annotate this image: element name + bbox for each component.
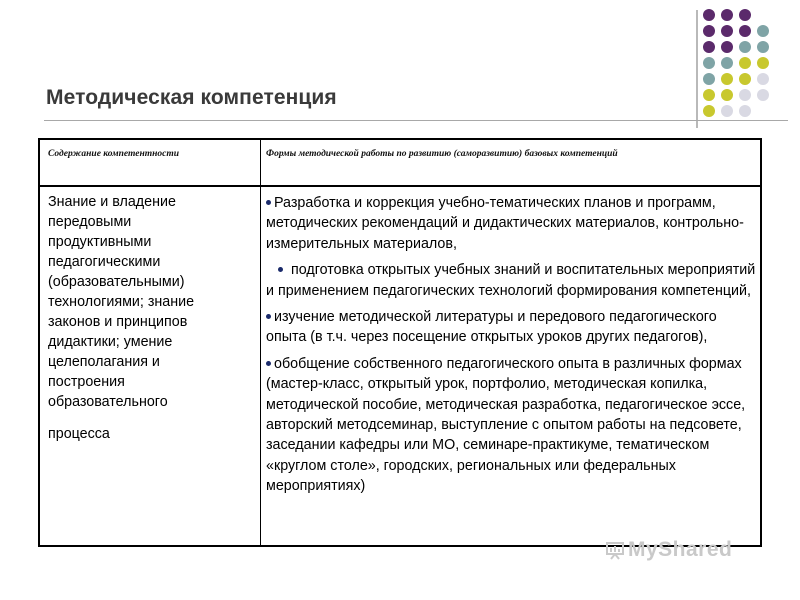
left-line: продуктивными — [48, 234, 152, 250]
list-item-text: обобщение собственного педагогического опыта в различных формах (мастер-класс, открытый урок, портфолио, методическая копилка, методической пособие, методическая разработка, педагогическое эссе, авторский методсеминар, выступление с опытом работы на педсовете, заседании кафедры или МО, семинаре-практикуме, тематическом «круглом столе», городских, региональных или федеральных мероприятиях) — [266, 355, 746, 495]
list-item-text: подготовка открытых учебных знаний и воспитательных мероприятий и применением педагогических технологий формирования компетенций, — [266, 262, 756, 299]
decor-dot — [757, 73, 769, 85]
presentation-screen-icon — [606, 542, 624, 560]
left-line: передовыми — [48, 214, 132, 230]
decor-dot — [703, 89, 715, 101]
list-item — [266, 307, 758, 348]
list-item — [266, 193, 758, 254]
decor-dot — [739, 25, 751, 37]
left-cell-text — [48, 192, 253, 412]
decor-dot — [739, 105, 751, 117]
decor-dot — [757, 89, 769, 101]
left-line: построения — [48, 374, 125, 390]
decor-dot — [721, 25, 733, 37]
decor-dot — [703, 25, 715, 37]
list-item-text: Разработка и коррекция учебно-тематических планов и программ, методических рекомендаций и дидактических материалов, контрольно-измерительных материалов, — [266, 195, 744, 252]
left-line: образовательного — [48, 394, 168, 410]
decor-dot — [757, 57, 769, 69]
watermark — [610, 538, 732, 562]
decor-dot — [739, 9, 751, 21]
decor-dot — [757, 41, 769, 53]
left-line: законов и принципов — [48, 314, 188, 330]
table-header-row — [40, 140, 760, 187]
left-line: технологиями; знание — [48, 294, 195, 310]
list-item-text: изучение методической литературы и передового педагогического опыта (в т.ч. через посещение открытых уроков других педагогов), — [266, 309, 717, 346]
decor-dot — [721, 105, 733, 117]
bullet-icon — [266, 314, 271, 319]
left-line: дидактики; умение — [48, 334, 173, 350]
left-line: (образовательными) — [48, 274, 185, 290]
decor-dot — [739, 57, 751, 69]
decor-dot — [721, 9, 733, 21]
decor-dot — [721, 89, 733, 101]
header-content: Содержание компетентности — [48, 149, 180, 159]
bullet-icon — [266, 200, 271, 205]
left-cell-last-line: процесса — [48, 426, 110, 442]
list-item — [266, 354, 758, 497]
decor-dot — [703, 73, 715, 85]
slide-title: Методическая компетенция — [46, 86, 337, 109]
vertical-rule — [696, 10, 698, 128]
left-line: Знание и владение — [48, 194, 176, 210]
decor-dot — [703, 57, 715, 69]
right-cell-list — [266, 193, 758, 503]
decor-dot — [703, 9, 715, 21]
left-line: педагогическими — [48, 254, 161, 270]
decor-dot — [703, 105, 715, 117]
watermark-text: MyShared — [628, 538, 733, 561]
decor-dot — [721, 57, 733, 69]
horizontal-rule — [44, 120, 788, 121]
decor-dot — [739, 73, 751, 85]
column-divider — [260, 140, 261, 545]
decor-dot — [757, 25, 769, 37]
competence-table — [38, 138, 762, 547]
bullet-icon — [266, 361, 271, 366]
left-line: целеполагания и — [48, 354, 160, 370]
decor-dot — [721, 73, 733, 85]
decor-dot — [703, 41, 715, 53]
bullet-icon — [278, 267, 283, 272]
decor-dot — [739, 89, 751, 101]
decor-dot — [721, 41, 733, 53]
decor-dot — [739, 41, 751, 53]
header-forms: Формы методической работы по развитию (саморазвитию) базовых компетенций — [266, 149, 618, 159]
list-item — [266, 260, 758, 301]
